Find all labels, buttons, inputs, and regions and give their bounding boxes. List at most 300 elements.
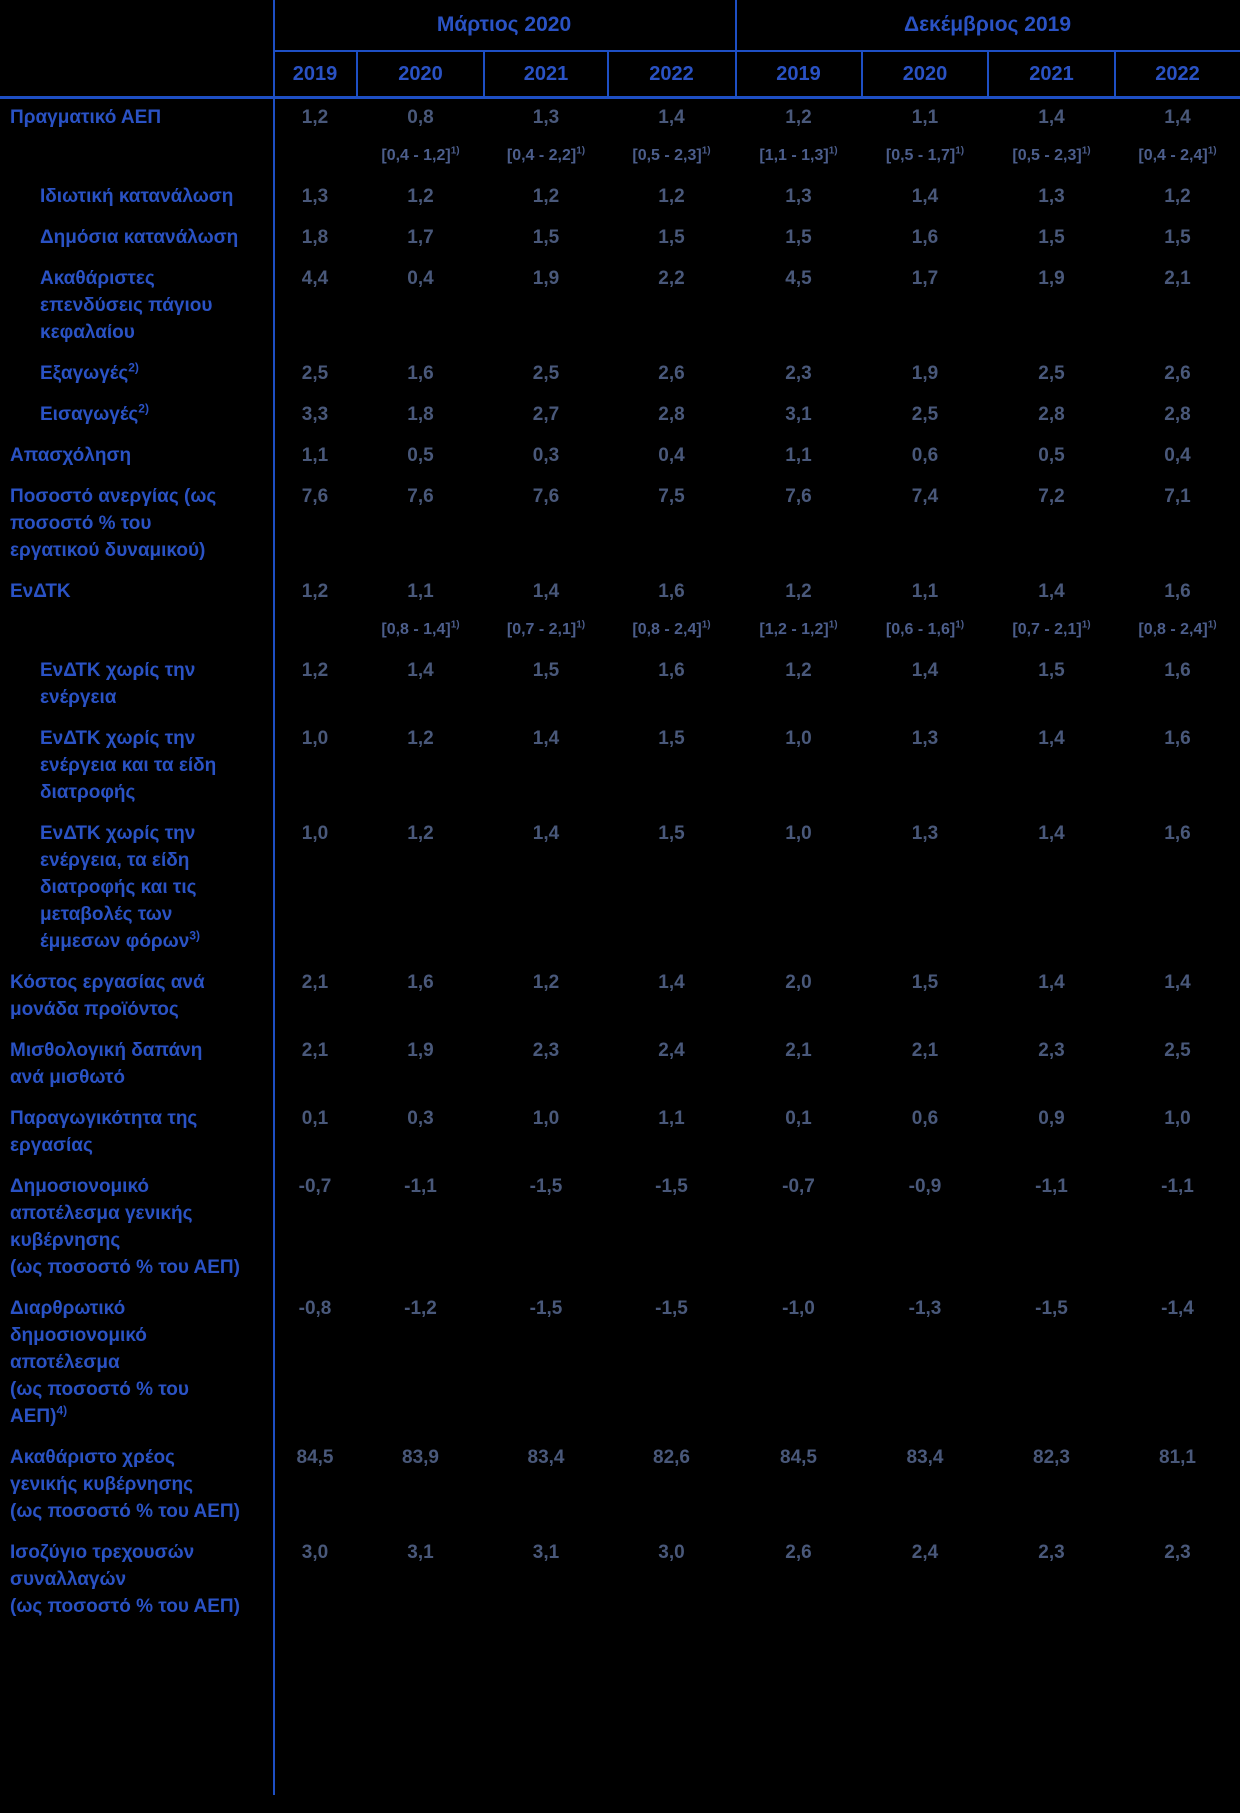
row-label-text: ΕνΔΤΚ (10, 581, 71, 602)
value-cell: 2,8 (1164, 404, 1191, 425)
value-cell: -0,9 (908, 1176, 942, 1197)
value-cell: 1,7 (911, 268, 939, 289)
value-cell: -1,1 (1161, 1176, 1194, 1197)
row-label-line (10, 442, 267, 469)
row-label-line (10, 1471, 267, 1498)
row-label-line (40, 820, 267, 847)
footnote-marker: 1) (1207, 619, 1217, 631)
footnote-marker: 2) (128, 360, 139, 375)
row-label-text: (ως ποσοστό % του ΑΕΠ) (10, 1257, 240, 1278)
value-cell: -1,5 (529, 1176, 563, 1197)
table-row (0, 224, 1240, 251)
row-label-line (10, 104, 267, 131)
value-cell: -1,1 (1035, 1176, 1068, 1197)
value-cell: 1,6 (1164, 823, 1191, 844)
value-cell: 83,4 (527, 1447, 565, 1468)
value-cell: 1,5 (532, 227, 560, 248)
table-row (0, 1105, 1240, 1159)
value-cell: 1,4 (1038, 972, 1065, 993)
value-cell: 1,6 (1164, 581, 1191, 602)
value-cell: 1,5 (658, 823, 685, 844)
value-cell: 1,2 (785, 581, 812, 602)
row-label-line (40, 752, 267, 779)
header-bottom-rule (0, 96, 1240, 99)
row-label-text: Παραγωγικότητα της (10, 1108, 198, 1129)
row-label-line (10, 1200, 267, 1227)
range-row-spacer (0, 143, 273, 169)
value-cell: 2,4 (658, 1040, 685, 1061)
uncertainty-range-cell (357, 143, 484, 169)
row-label-line (40, 183, 267, 210)
uncertainty-range-cell (608, 617, 735, 643)
row-label-text: Δημόσια κατανάλωση (40, 227, 239, 248)
value-cell: 1,5 (911, 972, 939, 993)
value-cell: 3,3 (301, 404, 329, 425)
table-row (0, 725, 1240, 806)
value-cell: 1,3 (532, 107, 560, 128)
value-cell: -0,8 (298, 1298, 332, 1319)
value-cell: 1,3 (1038, 186, 1065, 207)
table-row (0, 483, 1240, 564)
year-column-header: 2022 (1155, 63, 1200, 85)
row-label-line (10, 1295, 267, 1322)
value-cell: 1,0 (532, 1108, 560, 1129)
year-cell-divider-line (987, 50, 989, 96)
value-cell: 1,1 (911, 107, 939, 128)
row-label-text: ΕνΔΤΚ χωρίς την (40, 823, 196, 844)
year-column-header: 2021 (1029, 63, 1074, 85)
row-label (0, 1105, 273, 1159)
row-label-text: κεφαλαίου (40, 322, 135, 343)
row-label-text: Ισοζύγιο τρεχουσών (10, 1542, 195, 1563)
uncertainty-range-cell (484, 617, 608, 643)
value-cell: -1,1 (404, 1176, 437, 1197)
uncertainty-range-text: [0,4 - 2,4] (1138, 147, 1208, 164)
value-cell: 1,4 (658, 972, 685, 993)
row-label (0, 265, 273, 346)
footnote-marker: 1) (576, 619, 586, 631)
value-cell: 7,6 (301, 486, 329, 507)
value-cell: 1,2 (785, 107, 812, 128)
uncertainty-range-text: [0,5 - 2,3] (632, 147, 702, 164)
row-label-text: ΕνΔΤΚ χωρίς την (40, 728, 196, 749)
value-cell: 0,4 (1164, 445, 1191, 466)
value-cell: 1,1 (301, 445, 329, 466)
value-cell: 2,0 (785, 972, 812, 993)
row-label (0, 657, 273, 711)
row-label-text: (ως ποσοστό % του (10, 1379, 189, 1400)
value-cell: 1,5 (1164, 227, 1191, 248)
footnote-marker: 1) (1207, 145, 1217, 157)
footnote-marker: 1) (828, 619, 838, 631)
value-cell: -0,7 (298, 1176, 332, 1197)
value-cell: 1,0 (1164, 1108, 1191, 1129)
row-label-line (10, 1444, 267, 1471)
value-cell: 0,3 (407, 1108, 434, 1129)
value-cell: 0,5 (1038, 445, 1065, 466)
row-label-text: Απασχόληση (10, 445, 132, 466)
value-cell: 2,1 (301, 1040, 329, 1061)
footnote-marker: 3) (189, 928, 200, 943)
value-cell: 1,4 (532, 728, 560, 749)
row-label-line (40, 684, 267, 711)
value-cell: 1,2 (301, 581, 329, 602)
value-cell: 2,3 (1038, 1542, 1065, 1563)
value-cell: 83,9 (402, 1447, 439, 1468)
table-row (0, 1173, 1240, 1281)
value-cell: 2,8 (658, 404, 685, 425)
value-cell: 1,4 (532, 823, 560, 844)
value-cell: 2,2 (658, 268, 685, 289)
value-cell: 7,6 (407, 486, 434, 507)
value-cell: 0,4 (658, 445, 685, 466)
row-label-text: επενδύσεις πάγιου (40, 295, 213, 316)
row-label-line (10, 1064, 267, 1091)
year-cell-divider-line (1114, 50, 1116, 96)
value-cell: 1,2 (407, 823, 434, 844)
row-label-line (10, 1322, 267, 1349)
row-label-text: Διαρθρωτικό (10, 1298, 126, 1319)
row-label (0, 820, 273, 955)
value-cell: 1,5 (658, 227, 685, 248)
uncertainty-range-cell (273, 143, 357, 169)
value-cell: 1,4 (407, 660, 434, 681)
row-label-line (10, 1105, 267, 1132)
value-cell: 1,3 (911, 823, 939, 844)
row-label-line (10, 1539, 267, 1566)
row-label-text: έμμεσων φόρων (40, 931, 190, 952)
value-cell: 3,1 (785, 404, 812, 425)
row-label-text: αποτέλεσμα (10, 1352, 120, 1373)
uncertainty-range-cell (735, 143, 862, 169)
uncertainty-range-text: [0,4 - 1,2] (381, 147, 451, 164)
value-cell: 2,3 (1038, 1040, 1065, 1061)
row-label-text: αποτέλεσμα γενικής (10, 1203, 193, 1224)
row-label-text: Ιδιωτική κατανάλωση (40, 186, 234, 207)
value-cell: 1,9 (911, 363, 939, 384)
uncertainty-range-cell (988, 143, 1115, 169)
value-cell: 3,0 (658, 1542, 685, 1563)
row-label-line (40, 401, 267, 428)
row-label-line (40, 657, 267, 684)
value-cell: 1,9 (1038, 268, 1065, 289)
row-label-line (10, 537, 267, 564)
row-label-text: ανά μισθωτό (10, 1067, 125, 1088)
value-cell: -1,4 (1161, 1298, 1194, 1319)
value-cell: 1,4 (658, 107, 685, 128)
row-label (0, 969, 273, 1023)
row-label-line (10, 1132, 267, 1159)
row-label-text: εργασίας (10, 1135, 93, 1156)
value-cell: 2,1 (911, 1040, 939, 1061)
value-cell: -1,5 (655, 1176, 688, 1197)
row-label-text: ΕνΔΤΚ χωρίς την (40, 660, 196, 681)
year-column-header: 2022 (649, 63, 694, 85)
value-cell: -1,5 (529, 1298, 563, 1319)
value-cell: 1,0 (785, 728, 812, 749)
row-label (0, 1295, 273, 1430)
value-cell: 2,3 (1164, 1542, 1191, 1563)
value-cell: 1,2 (532, 186, 560, 207)
uncertainty-range-text: [1,1 - 1,3] (759, 147, 829, 164)
value-cell: 4,5 (785, 268, 812, 289)
value-cell: 1,6 (407, 363, 434, 384)
uncertainty-range-text: [0,4 - 2,2] (506, 147, 577, 164)
row-label-line (10, 1376, 267, 1403)
row-label-line (10, 1566, 267, 1593)
uncertainty-range-cell (1115, 617, 1240, 643)
value-cell: 1,3 (911, 728, 939, 749)
row-label-text: Εισαγωγές (40, 404, 139, 425)
row-label-text: Κόστος εργασίας ανά (10, 972, 205, 993)
table-body (0, 104, 1240, 1634)
value-cell: 2,3 (785, 363, 812, 384)
table-row (0, 442, 1240, 469)
uncertainty-range-cell (1115, 143, 1240, 169)
row-label-line (40, 779, 267, 806)
table-row (0, 401, 1240, 428)
row-label-text: Πραγματικό ΑΕΠ (10, 107, 162, 128)
value-cell: 1,4 (1038, 823, 1065, 844)
footnote-marker: 1) (701, 619, 711, 631)
uncertainty-range-text: [1,2 - 1,2] (759, 621, 829, 638)
row-label-text: μονάδα προϊόντος (10, 999, 179, 1020)
value-cell: 1,1 (911, 581, 939, 602)
uncertainty-range-cell (273, 617, 357, 643)
value-cell: 7,6 (532, 486, 560, 507)
row-label-text: Μισθολογική δαπάνη (10, 1040, 203, 1061)
table-row (0, 104, 1240, 169)
uncertainty-range-text: [0,6 - 1,6] (885, 621, 956, 638)
uncertainty-range-cell (862, 617, 988, 643)
row-label-text: διατροφής (40, 782, 136, 803)
uncertainty-range-cell (988, 617, 1115, 643)
value-cell: -0,7 (782, 1176, 815, 1197)
row-label-line (10, 1593, 267, 1620)
row-label-text: εργατικού δυναμικού) (10, 540, 206, 561)
value-cell: 7,2 (1038, 486, 1065, 507)
row-label-line (10, 1227, 267, 1254)
value-cell: 1,5 (1038, 660, 1065, 681)
row-label-line (40, 725, 267, 752)
value-cell: 0,1 (785, 1108, 812, 1129)
row-label-line (10, 1498, 267, 1525)
value-cell: 1,6 (1164, 728, 1191, 749)
row-label (0, 1173, 273, 1281)
value-cell: 2,5 (1164, 1040, 1191, 1061)
row-label-text: Ακαθάριστες (40, 268, 155, 289)
value-cell: 1,2 (785, 660, 812, 681)
row-label-line (40, 224, 267, 251)
table-row (0, 360, 1240, 387)
row-label-line (10, 578, 267, 605)
value-cell: 1,7 (407, 227, 434, 248)
year-column-header: 2020 (398, 63, 443, 85)
footnote-marker: 1) (576, 145, 586, 157)
row-label-text: γενικής κυβέρνησης (10, 1474, 194, 1495)
value-cell: 1,5 (532, 660, 560, 681)
footnote-marker: 1) (450, 145, 460, 157)
row-label-text: Εξαγωγές (40, 363, 129, 384)
value-cell: 7,1 (1164, 486, 1191, 507)
row-label-line (10, 483, 267, 510)
row-label-line (40, 847, 267, 874)
value-cell: 1,4 (1164, 972, 1191, 993)
value-cell: 84,5 (296, 1447, 334, 1468)
row-label-line (40, 292, 267, 319)
value-cell: 1,3 (301, 186, 329, 207)
table-row (0, 1444, 1240, 1525)
footnote-marker: 1) (701, 145, 711, 157)
value-cell: 81,1 (1159, 1447, 1196, 1468)
row-label (0, 442, 273, 469)
value-cell: 1,6 (658, 660, 685, 681)
value-cell: 0,6 (911, 1108, 939, 1129)
value-cell: -1,0 (782, 1298, 815, 1319)
footnote-marker: 1) (450, 619, 460, 631)
value-cell: 1,4 (1164, 107, 1191, 128)
row-label (0, 1037, 273, 1091)
value-cell: 7,4 (911, 486, 939, 507)
value-cell: 1,4 (1038, 728, 1065, 749)
row-label-text: ενέργεια, τα είδη (40, 850, 190, 871)
footnote-marker: 1) (1081, 145, 1091, 157)
value-cell: 2,1 (785, 1040, 812, 1061)
value-cell: 1,4 (911, 660, 939, 681)
value-cell: 1,2 (532, 972, 560, 993)
uncertainty-range-text: [0,5 - 2,3] (1012, 147, 1082, 164)
row-label-text: ενέργεια (40, 687, 117, 708)
row-label (0, 224, 273, 251)
value-cell: 2,6 (785, 1542, 812, 1563)
value-cell: 1,3 (785, 186, 812, 207)
value-cell: 2,7 (532, 404, 560, 425)
footnote-marker: 1) (1081, 619, 1091, 631)
value-cell: 1,5 (1038, 227, 1065, 248)
row-label-text: ποσοστό % του (10, 513, 152, 534)
year-column-header: 2020 (902, 63, 948, 85)
row-label-line (10, 510, 267, 537)
value-cell: 3,1 (407, 1542, 434, 1563)
value-cell: 2,1 (1164, 268, 1191, 289)
row-label-line (40, 265, 267, 292)
row-label (0, 578, 273, 605)
year-column-header: 2019 (292, 63, 338, 85)
value-cell: 1,2 (301, 107, 329, 128)
uncertainty-range-text: [0,8 - 2,4] (632, 621, 702, 638)
row-label-text: Δημοσιονομικό (10, 1176, 150, 1197)
value-cell: 1,9 (407, 1040, 434, 1061)
row-label-text: συναλλαγών (10, 1569, 127, 1590)
value-cell: 2,4 (911, 1542, 939, 1563)
year-cell-divider-line (483, 50, 485, 96)
value-cell: 1,1 (785, 445, 812, 466)
uncertainty-range-cell (484, 143, 608, 169)
table-row (0, 820, 1240, 955)
value-cell: 2,6 (658, 363, 685, 384)
row-label (0, 1444, 273, 1525)
value-cell: 1,0 (301, 823, 329, 844)
row-label-line (40, 319, 267, 346)
table-row (0, 265, 1240, 346)
row-label (0, 1539, 273, 1620)
row-label-line (10, 1403, 267, 1430)
uncertainty-range-cell (862, 143, 988, 169)
table-row (0, 1539, 1240, 1620)
value-cell: 84,5 (780, 1447, 817, 1468)
value-cell: 0,4 (407, 268, 434, 289)
footnote-marker: 2) (138, 401, 149, 416)
row-label (0, 360, 273, 387)
value-cell: 2,5 (532, 363, 560, 384)
value-cell: 2,5 (1038, 363, 1065, 384)
row-label (0, 483, 273, 564)
table-row (0, 969, 1240, 1023)
footnote-marker: 1) (955, 145, 965, 157)
row-label-line (10, 1037, 267, 1064)
value-cell: 2,8 (1038, 404, 1065, 425)
value-cell: 1,5 (658, 728, 685, 749)
value-cell: 7,6 (785, 486, 812, 507)
value-cell: -1,3 (908, 1298, 942, 1319)
value-cell: 3,1 (532, 1542, 560, 1563)
row-label-line (10, 1173, 267, 1200)
row-label (0, 183, 273, 210)
uncertainty-range-text: [0,7 - 2,1] (1012, 621, 1082, 638)
value-cell: 1,4 (532, 581, 560, 602)
value-cell: 1,5 (785, 227, 812, 248)
column-group-title-march-2020: Μάρτιος 2020 (436, 13, 572, 36)
row-label-text: (ως ποσοστό % του ΑΕΠ) (10, 1596, 240, 1617)
value-cell: 1,2 (301, 660, 329, 681)
row-label-line (10, 969, 267, 996)
value-cell: 0,8 (407, 107, 434, 128)
range-row-spacer (0, 617, 273, 643)
row-label-text: Ακαθάριστο χρέος (10, 1447, 175, 1468)
year-column-header: 2021 (523, 63, 569, 85)
table-row (0, 183, 1240, 210)
value-cell: 2,1 (301, 972, 329, 993)
row-label-line (10, 1254, 267, 1281)
row-label-text: ενέργεια και τα είδη (40, 755, 217, 776)
row-label (0, 725, 273, 806)
value-cell: 1,6 (658, 581, 685, 602)
value-cell: 1,8 (407, 404, 434, 425)
year-cell-divider-line (356, 50, 358, 96)
footnote-marker: 1) (828, 145, 838, 157)
value-cell: 0,9 (1038, 1108, 1065, 1129)
value-cell: 1,4 (1038, 581, 1065, 602)
value-cell: 2,5 (301, 363, 329, 384)
value-cell: 83,4 (906, 1447, 944, 1468)
row-label-line (10, 996, 267, 1023)
value-cell: 1,1 (407, 581, 434, 602)
value-cell: 1,2 (407, 186, 434, 207)
uncertainty-range-text: [0,7 - 2,1] (506, 621, 577, 638)
row-label-text: (ως ποσοστό % του ΑΕΠ) (10, 1501, 240, 1522)
row-label (0, 104, 273, 131)
year-column-header: 2019 (776, 63, 821, 85)
value-cell: 2,6 (1164, 363, 1191, 384)
uncertainty-range-text: [0,8 - 1,4] (381, 621, 451, 638)
row-label-line (40, 928, 267, 955)
footnote-marker: 1) (955, 619, 965, 631)
row-label-text: κυβέρνησης (10, 1230, 121, 1251)
value-cell: 0,5 (407, 445, 434, 466)
value-cell: 7,5 (658, 486, 685, 507)
value-cell: 0,3 (532, 445, 560, 466)
value-cell: 82,3 (1033, 1447, 1070, 1468)
